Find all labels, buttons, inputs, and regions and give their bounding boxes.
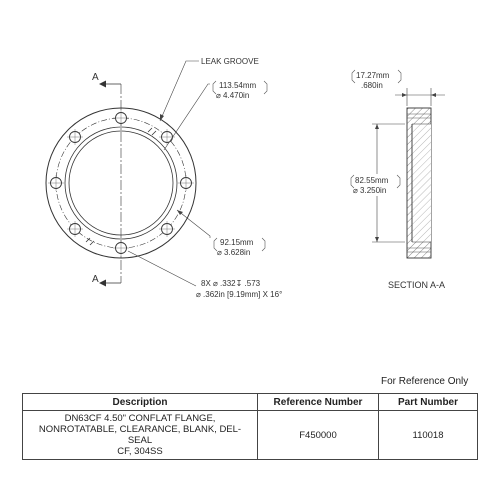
holes-spec-line2: ⌀ .362in [9.19mm] X 16° [196,290,283,299]
thickness-in-label: .680in [361,81,383,90]
cell-description [23,411,258,460]
description-line: DN63CF 4.50" CONFLAT FLANGE, [64,413,216,424]
od-in-label: ⌀ 4.470in [216,91,250,100]
bore-in-label: ⌀ 3.250in [353,186,387,195]
section-marker-bottom: A [92,274,99,285]
od-mm-label: 113.54mm [219,81,257,90]
reference-note: For Reference Only [381,376,469,387]
section-view-label: SECTION A-A [388,280,446,290]
section-marker-top: A [92,72,99,83]
leak-groove-label: LEAK GROOVE [201,57,259,66]
bolt-circle-mm-label: 92.15mm [220,238,254,247]
header-description: Description [23,394,258,411]
table-header-row [23,394,478,411]
header-reference-number: Reference Number [258,394,379,411]
cell-part-number: 110018 [379,411,478,460]
bolt-circle-in-label: ⌀ 3.628in [217,248,251,257]
thickness-mm-label: 17.27mm [356,71,390,80]
cell-reference-number: F450000 [258,411,379,460]
header-part-number: Part Number [379,394,478,411]
table-row [23,411,478,460]
description-line: NONROTATABLE, CLEARANCE, BLANK, DEL-SEAL [38,424,242,446]
description-line: CF, 304SS [117,446,163,457]
holes-spec-line1: 8X ⌀ .332↧ .573 [201,279,261,288]
front-leaders [128,61,210,286]
bore-mm-label: 82.55mm [355,176,389,185]
parts-table [22,393,478,460]
